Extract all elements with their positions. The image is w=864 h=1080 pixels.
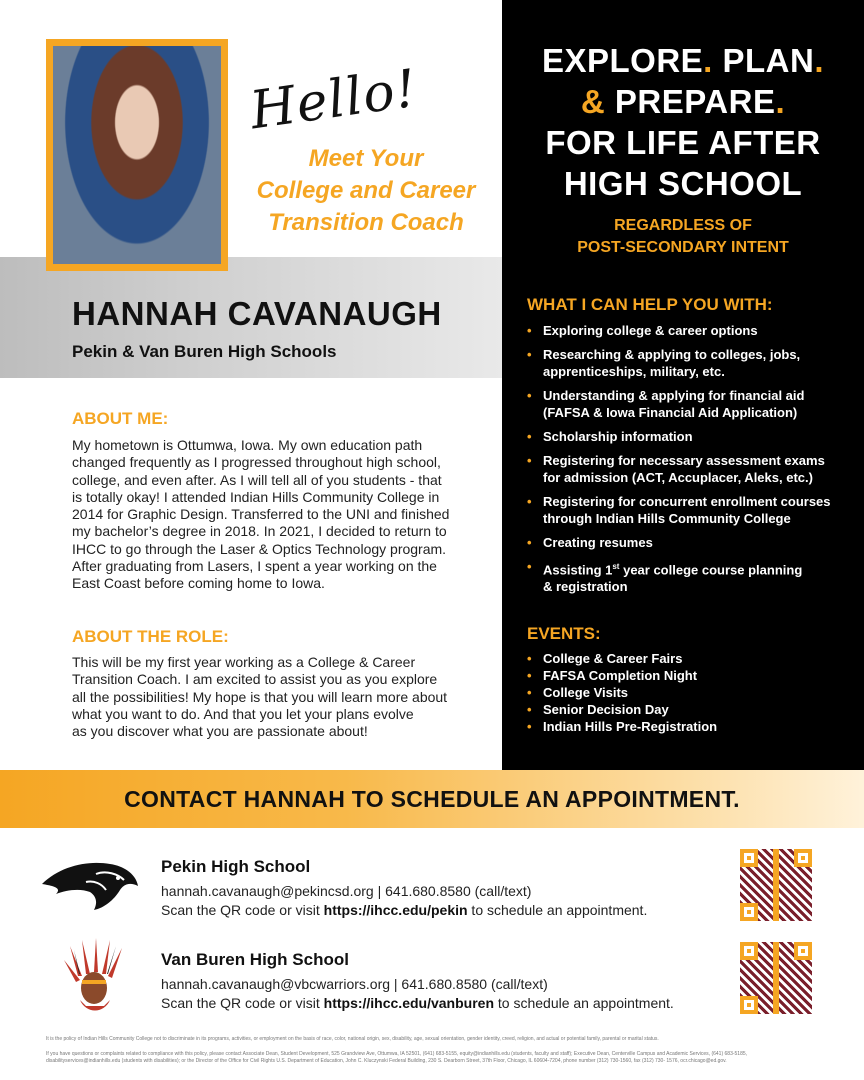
- meet-line: Transition Coach: [268, 209, 464, 236]
- school-name: Pekin High School: [161, 857, 311, 876]
- list-item: • Registering for necessary assessment exams for admission (ACT, Accuplacer, Aleks, etc.): [527, 453, 825, 485]
- school-contact-line[interactable]: hannah.cavanaugh@pekincsd.org | 641.680.8580 (call/text): [161, 883, 532, 899]
- list-item: • Creating resumes: [527, 535, 653, 550]
- meet-coach-heading: [236, 143, 496, 239]
- bullet-icon: •: [527, 719, 532, 734]
- headline-dot: .: [814, 42, 825, 79]
- meet-line: Meet Your: [308, 145, 424, 172]
- list-item: • Researching & applying to colleges, jobs, apprenticeships, military, etc.: [527, 347, 801, 379]
- headline-line-2: [502, 81, 864, 122]
- bullet-icon: •: [527, 453, 532, 468]
- about-role-text: [72, 654, 482, 740]
- qr-corner: [740, 942, 758, 960]
- headline-line-4: HIGH SCHOOL: [563, 165, 803, 202]
- pekin-qr-code[interactable]: [740, 849, 812, 921]
- events-list: [527, 650, 847, 735]
- school-name: Van Buren High School: [161, 950, 349, 969]
- list-item: • College & Career Fairs: [527, 651, 683, 666]
- list-item: • Senior Decision Day: [527, 702, 669, 717]
- bullet-icon: •: [527, 685, 532, 700]
- bullet-icon: •: [527, 323, 532, 338]
- list-item: • Scholarship information: [527, 429, 693, 444]
- coach-photo-frame: [46, 39, 228, 271]
- help-list: [527, 322, 847, 602]
- qr-corner: [740, 996, 758, 1014]
- coach-photo: [53, 46, 221, 264]
- headline: [502, 40, 864, 204]
- panther-logo-icon: [40, 856, 140, 912]
- about-role-paragraph: This will be my first year working as a College & Career Transition Coach. I am excited to assist you as you explore all the possibilities! My hope is that you will learn more about what you want to do. And that you let your plans evolve as you discover what you are passionate about!: [72, 654, 448, 740]
- bullet-icon: •: [527, 668, 532, 683]
- headline-line-3: FOR LIFE AFTER: [545, 124, 821, 161]
- headline-line-1: [502, 40, 864, 81]
- qr-corner: [794, 942, 812, 960]
- list-item: • Assisting 1st year college course planning & registration: [527, 559, 803, 595]
- pekin-contact: [161, 857, 731, 920]
- school-scan-line: Scan the QR code or visit https://ihcc.edu/pekin to schedule an appointment.: [161, 902, 648, 918]
- about-role-heading: ABOUT THE ROLE:: [72, 627, 229, 646]
- headline-plan: PLAN: [722, 42, 815, 79]
- regardless-line: REGARDLESS OF: [614, 217, 752, 234]
- list-item: • College Visits: [527, 685, 629, 700]
- coach-schools: Pekin & Van Buren High Schools: [72, 342, 337, 361]
- bullet-icon: •: [527, 559, 532, 574]
- nondiscrimination-policy: It is the policy of Indian Hills Community College not to discriminate in its programs, activities, or employment on the basis of race, color, national origin, sex, disability, age, sexual orientation, gender identity, creed, religion, and actual or potential family, parental or marital status.: [46, 1036, 659, 1042]
- meet-line: College and Career: [256, 177, 476, 204]
- list-item: • Registering for concurrent enrollment courses through Indian Hills Community College: [527, 494, 831, 526]
- vanburen-qr-code[interactable]: [740, 942, 812, 1014]
- school-contact-line[interactable]: hannah.cavanaugh@vbcwarriors.org | 641.680.8580 (call/text): [161, 976, 548, 992]
- about-me-paragraph: My hometown is Ottumwa, Iowa. My own education path changed frequently as I progressed throughout high school, college, and even after. As I will tell all of you students - that is totally okay! I attended Indian Hills Community College in 2014 for Graphic Design. Transferred to the UNI and finished my bachelor’s degree in 2018. In 2021, I decided to return to IHCC to go through the Laser & Optics Technology program. After graduating from Lasers, I spent a year working on the East Coast before coming home to Iowa.: [72, 437, 450, 592]
- bullet-icon: •: [527, 494, 532, 509]
- list-item: • FAFSA Completion Night: [527, 668, 698, 683]
- regardless-subheading: [502, 215, 864, 259]
- hello-script: Hello!: [246, 58, 421, 142]
- coach-name: HANNAH CAVANAUGH: [72, 295, 442, 332]
- bullet-icon: •: [527, 388, 532, 403]
- warrior-logo-icon: [60, 936, 130, 1016]
- school-scan-line: Scan the QR code or visit https://ihcc.edu/vanburen to schedule an appointment.: [161, 995, 674, 1011]
- qr-corner: [794, 849, 812, 867]
- schedule-link[interactable]: https://ihcc.edu/vanburen: [323, 995, 494, 1011]
- bullet-icon: •: [527, 347, 532, 362]
- list-item: • Exploring college & career options: [527, 323, 758, 338]
- bullet-icon: •: [527, 702, 532, 717]
- vanburen-contact: [161, 950, 731, 1013]
- headline-prepare: PREPARE: [614, 83, 776, 120]
- about-me-text: [72, 437, 482, 593]
- about-me-heading: ABOUT ME:: [72, 409, 169, 428]
- help-heading: WHAT I CAN HELP YOU WITH:: [527, 295, 773, 314]
- compliance-contact-info: If you have questions or complaints related to compliance with this policy, please contact Associate Dean, Student Development, 525 Grandview Ave, Ottumwa, IA 52501, (641) 683-5155, equity@indianhills.edu (students, faculty and staff); Executive Dean, Centerville Campus and Academic Services, (641) 683-5185, disabilityservices@indianhills.edu (students with disabilities); or the Director of the Office for Civil Rights U.S. Department of Education, John C. Kluczynski Federal Building, 230 S. Dearborn Street, 37th Floor, Chicago, IL 60604-7204, phone number (312) 730-1560, fax (312) 730- 1576, ocr.chicago@ed.gov.: [46, 1051, 748, 1064]
- schedule-link[interactable]: https://ihcc.edu/pekin: [323, 902, 468, 918]
- headline-explore: EXPLORE: [541, 42, 704, 79]
- headline-ampersand: &: [580, 83, 606, 120]
- qr-corner: [740, 849, 758, 867]
- qr-corner: [740, 903, 758, 921]
- bullet-icon: •: [527, 429, 532, 444]
- events-heading: EVENTS:: [527, 624, 601, 643]
- contact-banner-text: CONTACT HANNAH TO SCHEDULE AN APPOINTMENT.: [124, 786, 740, 812]
- list-item: • Understanding & applying for financial aid (FAFSA & Iowa Financial Aid Application): [527, 388, 805, 420]
- headline-dot: .: [775, 83, 786, 120]
- bullet-icon: •: [527, 651, 532, 666]
- list-item: • Indian Hills Pre-Registration: [527, 719, 718, 734]
- headline-dot: .: [703, 42, 713, 79]
- bullet-icon: •: [527, 535, 532, 550]
- regardless-line: POST-SECONDARY INTENT: [577, 239, 789, 256]
